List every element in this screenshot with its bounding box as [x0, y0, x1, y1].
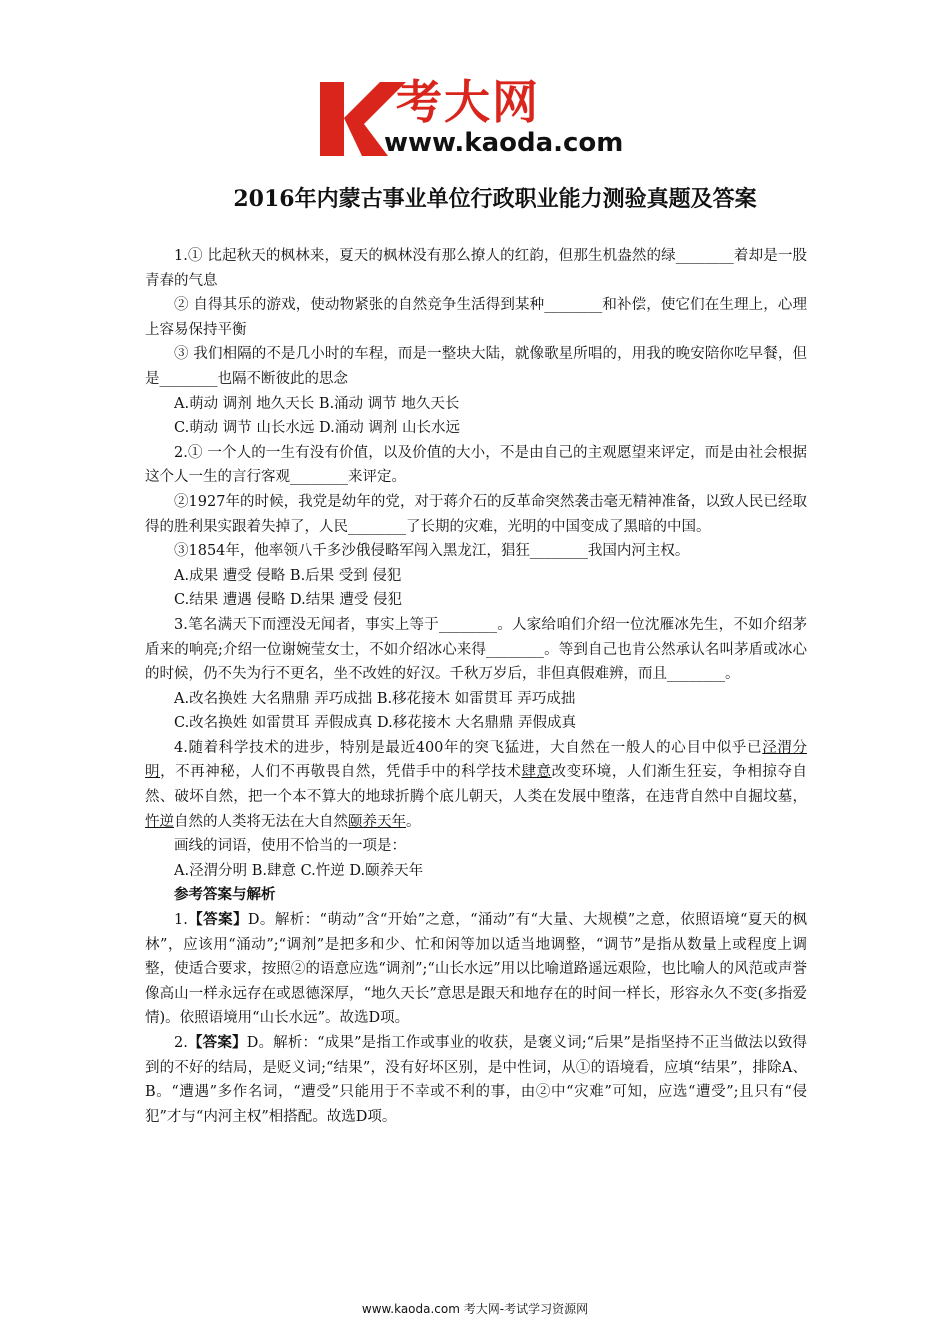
logo-url: www.kaoda.com — [384, 128, 624, 158]
q4-underlined-word-4: 颐养天年 — [348, 813, 406, 830]
q1-options-ab: A.萌动 调剂 地久天长 B.涌动 调节 地久天长 — [174, 395, 460, 412]
q1-sentence-3: ③ 我们相隔的不是几小时的车程，而是一整块大陆，就像歌星所唱的，用我的晚安陪你吃早餐，但是________也隔不断彼此的思念 — [145, 346, 807, 387]
answer-1-number: 1. — [174, 912, 188, 929]
q4-underlined-word-1: 泾渭分明 — [145, 739, 808, 781]
answer-2-number: 2. — [174, 1035, 188, 1051]
q2-sentence-2: ②1927年的时候，我党是幼年的党，对于蒋介石的反革命突然袭击毫无精神准备，以致人民已经取得的胜利果实跟着失掉了，人民________了长期的灾难，光明的中国变成了黑暗的中国。 — [145, 493, 807, 535]
q3-passage: 3.笔名满天下而湮没无闻者，事实上等于________。人家给咱们介绍一位沈雁冰先生，不如介绍茅盾来的响亮;介绍一位谢婉莹女士，不如介绍冰心来得________。等到自己也肯公然承认名叫茅盾或冰心的时候，仍不失为行不更名，坐不改姓的好汉。千秋万岁后，非但真假难辨，而且________。 — [145, 616, 807, 683]
answer-2 — [145, 1031, 807, 1129]
q4-text-5: 。 — [406, 813, 421, 830]
q4-options: A.泾渭分明 B.肆意 C.忤逆 D.颐养天年 — [174, 862, 424, 879]
answer-1 — [145, 908, 807, 1031]
q4-passage — [145, 736, 807, 834]
answers-heading: 参考答案与解析 — [174, 886, 276, 904]
q2-sentence-1: 2.① 一个人的一生有没有价值，以及价值的大小，不是由自己的主观愿望来评定，而是由社会根据这个人一生的言行客观________来评定。 — [145, 444, 807, 486]
answer-1-text: D。解析：“萌动”含“开始”之意，“涌动”有“大量、大规模”之意，依照语境“夏天的枫林”，应该用“涌动”;“调剂”是把多和少、忙和闲等加以适当地调整，“调节”是指从数量上或程度上调整，使适合要求，按照②的语意应选“调剂”;“山长水远”用以比喻道路遥远艰险，也比喻人的风范或声誉像高山一样永远存在或恩德深厚，“地久天长”意思是跟天和地存在的时间一样长，形容永久不变(多指爱情)。依照语境用“山长水远”。故选D项。 — [145, 912, 807, 1027]
q4-underlined-word-2: 肆意 — [521, 764, 552, 781]
answer-2-tag: 【答案】 — [187, 1034, 247, 1051]
q1-options-cd: C.萌动 调节 山长水远 D.涌动 调剂 山长水远 — [174, 420, 460, 437]
q2-sentence-3: ③1854年，他率领八千多沙俄侵略军闯入黑龙江，猖狂________我国内河主权。 — [174, 543, 690, 560]
q4-text-4: 自然的人类将无法在大自然 — [174, 813, 348, 830]
q2-options-ab: A.成果 遭受 侵略 B.后果 受到 侵犯 — [174, 567, 402, 584]
q2-options-cd: C.结果 遭遇 侵略 D.结果 遭受 侵犯 — [174, 592, 402, 609]
q1-sentence-2: ② 自得其乐的游戏，使动物紧张的自然竞争生活得到某种________和补偿，使它们在生理上，心理上容易保持平衡 — [145, 297, 807, 338]
page-title: 2016年内蒙古事业单位行政职业能力测验真题及答案 — [233, 186, 757, 212]
document-body — [145, 244, 807, 1129]
q4-text-3: 改变环境，人们渐生狂妄，争相掠夺自然、破坏自然，把一个本不算大的地球折腾个底儿朝天，人类在发展中堕落，在违背自然中自掘坟墓， — [145, 764, 808, 806]
q4-text-1: 4.随着科学技术的进步，特别是最近400年的突飞猛进，大自然在一般人的心目中似乎已 — [174, 739, 763, 756]
q3-options-ab: A.改名换姓 大名鼎鼎 弄巧成拙 B.移花接木 如雷贯耳 弄巧成拙 — [174, 690, 576, 707]
page-footer: www.kaoda.com 考大网-考试学习资源网 — [361, 1302, 589, 1316]
q4-text-2: ，不再神秘，人们不再敬畏自然，凭借手中的科学技术 — [160, 764, 522, 781]
answer-2-text: D。解析：“成果”是指工作或事业的收获，是褒义词;“后果”是指坚持不正当做法以致得到的不好的结局，是贬义词;“结果”，没有好坏区别，是中性词，从①的语境看，应填“结果”，排除A、B。“遭遇”多作名词，“遭受”只能用于不幸或不利的事，由②中“灾难”可知，应选“遭受”;且只有“侵犯”才与“内河主权”相搭配。故选D项。 — [145, 1035, 807, 1125]
q4-underlined-word-3: 忤逆 — [145, 813, 174, 830]
answer-1-tag: 【答案】 — [187, 911, 248, 929]
q1-sentence-1: 1.① 比起秋天的枫林来，夏天的枫林没有那么撩人的红韵，但那生机盎然的绿________着却是一股青春的气息 — [145, 248, 807, 289]
q3-options-cd: C.改名换姓 如雷贯耳 弄假成真 D.移花接木 大名鼎鼎 弄假成真 — [174, 715, 576, 732]
q4-question: 画线的词语，使用不恰当的一项是： — [174, 838, 406, 855]
logo-chinese-name: 考大网 — [396, 75, 540, 129]
site-logo[interactable] — [318, 75, 638, 160]
